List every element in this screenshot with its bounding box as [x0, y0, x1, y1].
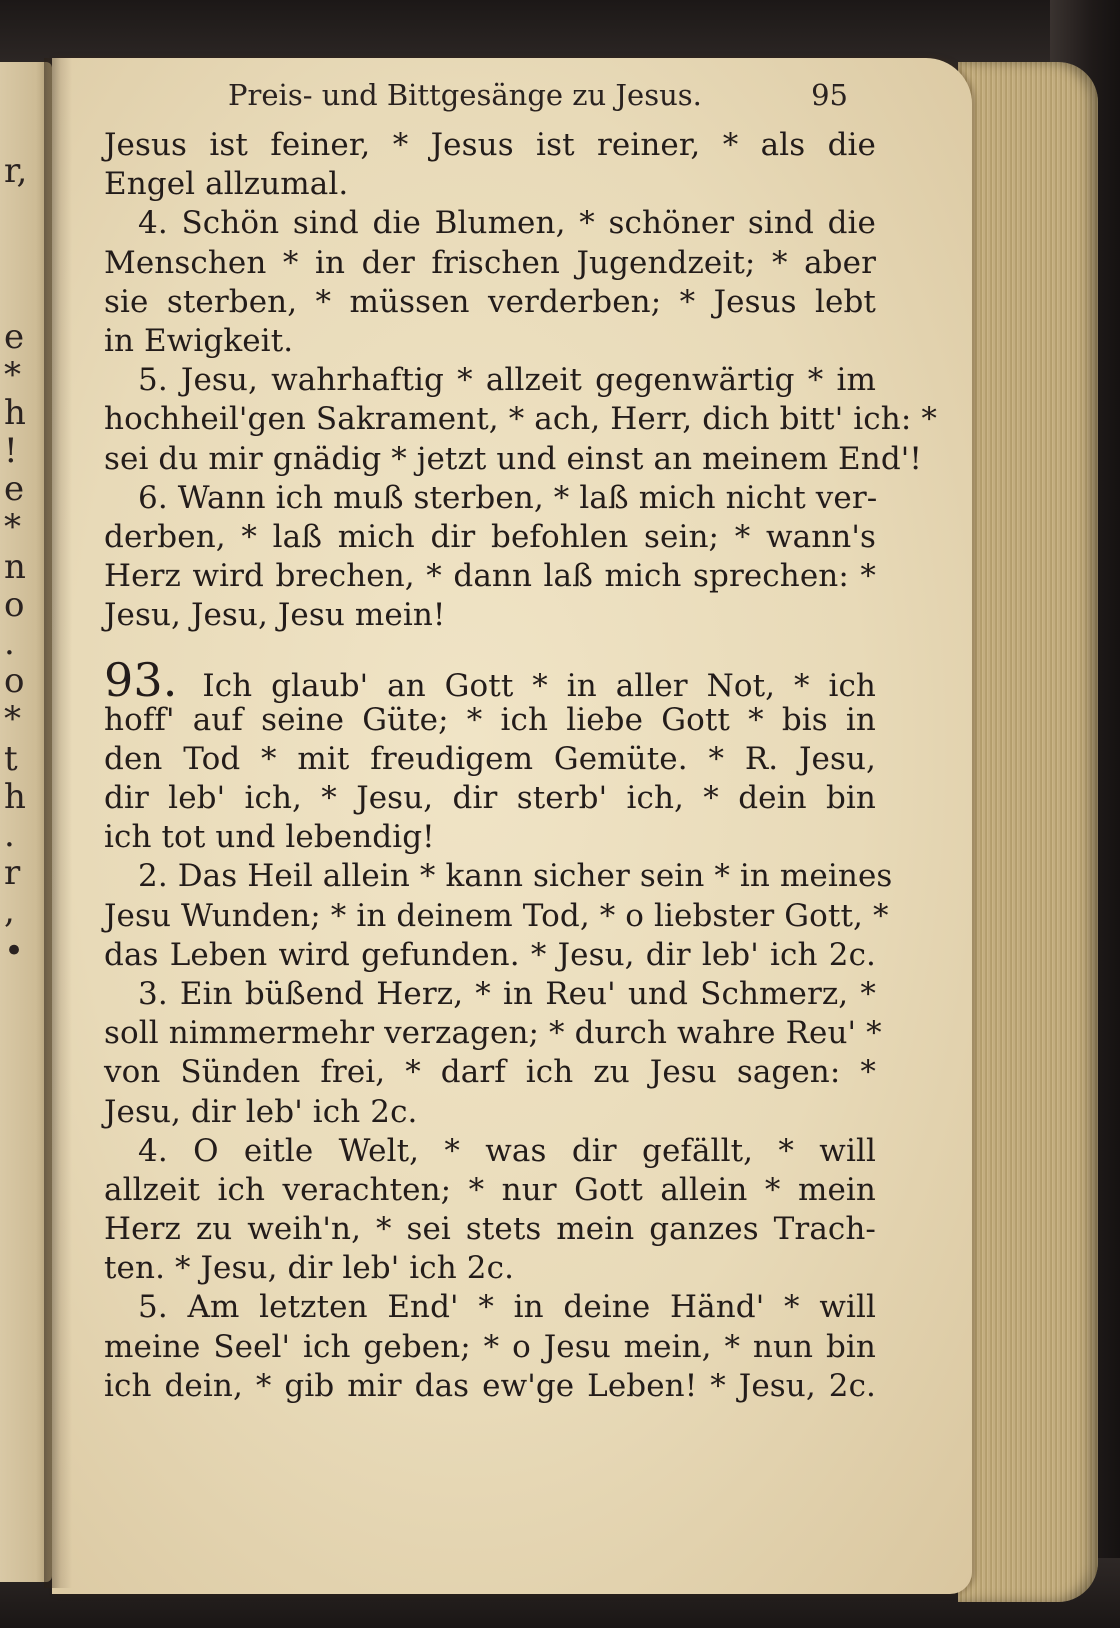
text-line: Engel allzumal.: [104, 166, 349, 203]
text-line: ich dein, * gib mir das ew'ge Leben! * Jesu, 2c.: [104, 1367, 876, 1404]
left-page-glyph: .: [4, 815, 15, 855]
text-line: Herz zu weih'n, * sei stets mein ganzes Trach-: [104, 1211, 876, 1248]
text-line: Menschen * in der frischen Jugendzeit; * aber: [104, 244, 876, 281]
left-page-glyph: !: [4, 431, 18, 471]
hymn-93-first-line: [104, 653, 876, 708]
text-line: allzeit ich verachten; * nur Gott allein * mein: [104, 1171, 876, 1208]
page-number: 95: [811, 78, 848, 112]
left-page-glyph: •: [4, 931, 25, 971]
left-page-glyph: ,: [4, 891, 15, 931]
text-line: hoff' auf seine Güte; * ich liebe Gott * bis in: [104, 701, 876, 738]
text-line: sie sterben, * müssen verderben; * Jesus lebt: [104, 283, 876, 320]
text-line: soll nimmermehr verzagen; * durch wahre Reu' *: [104, 1015, 882, 1052]
verse-line: 6. Wann ich muß sterben, * laß mich nicht ver-: [138, 479, 878, 516]
left-page-glyph: r: [4, 853, 21, 893]
hymn-number: 93.: [104, 653, 178, 708]
running-header-title: Preis- und Bittgesänge zu Jesus.: [228, 78, 702, 112]
text-line: das Leben wird gefunden. * Jesu, dir leb' ich 2c.: [104, 936, 876, 973]
hymn-first-line-text: Ich glaub' an Gott * in aller Not, * ich: [202, 668, 876, 705]
text-line: Jesus ist feiner, * Jesus ist reiner, * als die: [104, 127, 876, 163]
left-page-glyph: .: [4, 623, 15, 663]
text-line: meine Seel' ich geben; * o Jesu mein, * nun bin: [104, 1328, 876, 1365]
text-line: ich tot und lebendig!: [104, 819, 435, 856]
running-header: [228, 78, 848, 114]
left-page-glyph: n: [4, 547, 26, 587]
left-page-glyph: e: [4, 317, 25, 357]
left-page-glyph: e: [4, 469, 25, 509]
left-page-glyph: o: [4, 585, 25, 625]
text-line: derben, * laß mich dir befohlen sein; * wann's: [104, 518, 876, 555]
left-page-glyph: *: [4, 507, 21, 547]
gutter-shadow: [44, 58, 72, 1588]
verse-line: 2. Das Heil allein * kann sicher sein * in meines: [138, 858, 893, 895]
text-line: ten. * Jesu, dir leb' ich 2c.: [104, 1250, 515, 1287]
text-line: von Sünden frei, * darf ich zu Jesu sagen: *: [104, 1054, 876, 1091]
left-page-glyph: t: [4, 739, 18, 779]
verse-line: 5. Am letzten End' * in deine Händ' * will: [138, 1289, 876, 1326]
text-line: Jesu Wunden; * in deinem Tod, * o liebster Gott, *: [104, 897, 889, 934]
page-stack-fore-edge: [958, 62, 1098, 1602]
page-body-text: [104, 126, 937, 1406]
left-page-glyph: *: [4, 699, 21, 739]
text-line: Jesu, dir leb' ich 2c.: [104, 1093, 418, 1130]
left-page-glyph: *: [4, 355, 21, 395]
left-page-glyph: r,: [4, 151, 28, 191]
left-page-glyph: o: [4, 661, 25, 701]
text-line: in Ewigkeit.: [104, 322, 294, 359]
text-line: Herz wird brechen, * dann laß mich sprechen: *: [104, 558, 876, 595]
text-line: Jesu, Jesu, Jesu mein!: [104, 597, 446, 634]
left-page-glyph: h: [4, 393, 26, 433]
verse-line: 4. O eitle Welt, * was dir gefällt, * will: [138, 1132, 876, 1169]
left-page-glyph: h: [4, 777, 26, 817]
verse-line: 3. Ein büßend Herz, * in Reu' und Schmerz, *: [138, 975, 876, 1012]
verse-line: 5. Jesu, wahrhaftig * allzeit gegenwärtig * im: [138, 362, 876, 399]
text-line: hochheil'gen Sakrament, * ach, Herr, dich bitt' ich: *: [104, 401, 937, 438]
verse-line: 4. Schön sind die Blumen, * schöner sind die: [138, 205, 876, 242]
text-line: den Tod * mit freudigem Gemüte. * R. Jesu,: [104, 740, 876, 777]
text-line: sei du mir gnädig * jetzt und einst an meinem End'!: [104, 440, 922, 477]
text-line: dir leb' ich, * Jesu, dir sterb' ich, * dein bin: [104, 780, 876, 816]
